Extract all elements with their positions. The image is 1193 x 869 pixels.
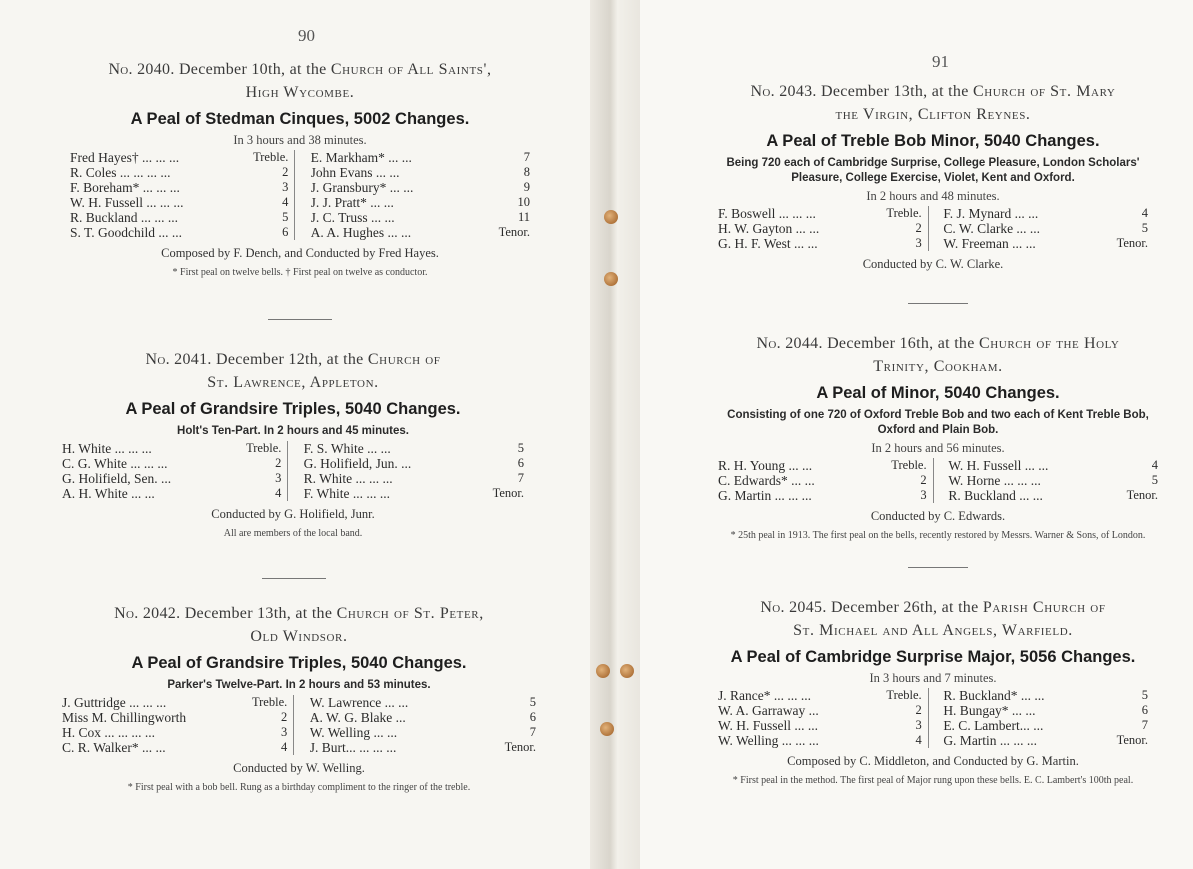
- church-name: Church of St. Peter,: [336, 605, 484, 622]
- ringer-row: [718, 718, 922, 733]
- ringer-name: W. Horne ... ... ...: [948, 473, 1041, 488]
- peal-number: No. 2045.: [760, 599, 827, 616]
- ringer-row: [943, 688, 1148, 703]
- ringer-row: [948, 488, 1158, 503]
- staple-hole: [620, 664, 634, 678]
- peal-entry: [62, 348, 524, 540]
- ringer-row: [948, 473, 1158, 488]
- ringer-column: [937, 688, 1148, 748]
- church-place: the Virgin, Clifton Reynes.: [835, 106, 1031, 123]
- ringer-name: R. H. Young ... ...: [718, 458, 813, 473]
- ringer-row: [62, 740, 287, 755]
- ringer-name: J. Guttridge ... ... ...: [62, 695, 167, 710]
- ringer-name: H. Cox ... ... ... ...: [62, 725, 156, 740]
- peal-number: No. 2041.: [145, 351, 212, 368]
- bell-number: 7: [1141, 718, 1148, 732]
- page-number: 90: [298, 26, 315, 45]
- ringer-row: [62, 695, 287, 710]
- ringer-name: C. Edwards* ... ...: [718, 473, 815, 488]
- ringer-name: W. A. Garraway ...: [718, 703, 819, 718]
- bell-number: 3: [282, 180, 289, 194]
- peal-number: No. 2042.: [114, 605, 181, 622]
- ringer-name: R. Buckland ... ...: [948, 488, 1043, 503]
- ringer-column: [718, 688, 929, 748]
- ringer-row: [311, 180, 530, 195]
- bell-number: 11: [517, 210, 530, 224]
- ringer-name: C. G. White ... ... ...: [62, 456, 168, 471]
- ringer-row: [311, 150, 530, 165]
- bell-number: 5: [282, 210, 289, 224]
- ringer-name: E. Markham* ... ...: [310, 150, 412, 165]
- ringer-row: [718, 236, 922, 251]
- ringer-row: [62, 456, 281, 471]
- peal-title: A Peal of Grandsire Triples, 5040 Changes.: [125, 400, 461, 418]
- bell-number: 7: [517, 471, 524, 485]
- peal-heading: [70, 58, 530, 81]
- ringer-row: [311, 210, 530, 225]
- peal-title: A Peal of Minor, 5040 Changes.: [816, 384, 1060, 402]
- ringer-name: J. C. Truss ... ...: [310, 210, 395, 225]
- bell-number: 2: [915, 221, 922, 235]
- bell-number: Treble.: [251, 695, 288, 709]
- ringer-name: G. Holifield, Sen. ...: [62, 471, 172, 486]
- peal-duration: In 3 hours and 7 minutes.: [869, 671, 997, 685]
- ringer-row: [310, 710, 536, 725]
- ringer-name: R. White ... ... ...: [303, 471, 393, 486]
- peal-heading: [62, 348, 524, 371]
- bell-number: 4: [275, 486, 282, 500]
- bell-number: 5: [517, 441, 524, 455]
- peal-heading: [718, 332, 1158, 355]
- church-name: Church of the Holy: [978, 335, 1120, 352]
- church-place: Trinity, Cookham.: [873, 358, 1003, 375]
- book-gutter: [590, 0, 640, 869]
- ringer-column: [62, 695, 294, 755]
- bell-number: 6: [282, 225, 289, 239]
- bell-number: Tenor.: [1126, 488, 1158, 502]
- bell-number: 3: [281, 725, 288, 739]
- ringer-row: [311, 195, 530, 210]
- conductor-line: Conducted by C. Edwards.: [870, 509, 1006, 523]
- ringer-name: C. R. Walker* ... ...: [62, 740, 166, 755]
- ringer-row: [62, 441, 281, 456]
- ringer-row: [943, 703, 1148, 718]
- church-place: High Wycombe.: [245, 84, 355, 101]
- peal-duration: In 3 hours and 38 minutes.: [233, 133, 367, 147]
- bell-number: 5: [1141, 221, 1148, 235]
- bell-number: 7: [529, 725, 536, 739]
- ringer-row: [70, 180, 288, 195]
- ringer-name: John Evans ... ...: [310, 165, 400, 180]
- ringer-name: J. Burt... ... ... ...: [309, 740, 397, 755]
- peal-method-note: Being 720 each of Cambridge Surprise, College Pleasure, London Scholars' Pleasure, College Exercise, Violet, Kent and Oxford.: [726, 157, 1140, 184]
- ringer-name: Miss M. Chillingworth: [62, 710, 187, 725]
- bell-number: Tenor.: [1116, 236, 1148, 250]
- bell-number: 3: [915, 236, 922, 250]
- bell-number: Treble.: [891, 458, 927, 472]
- church-place: St. Michael and All Angels, Warfield.: [793, 622, 1073, 639]
- peal-title: A Peal of Cambridge Surprise Major, 5056 Changes.: [730, 648, 1136, 666]
- peal-duration: In 2 hours and 48 minutes.: [866, 189, 1000, 203]
- bell-number: 6: [517, 456, 524, 470]
- peal-heading: [718, 596, 1148, 619]
- right-page: [640, 0, 1193, 869]
- ringer-column: [942, 458, 1158, 503]
- ringer-row: [718, 488, 927, 503]
- ringer-name: E. C. Lambert... ...: [943, 718, 1044, 733]
- ringers-table: [718, 206, 1148, 251]
- ringer-column: [298, 441, 524, 501]
- bell-number: 4: [282, 195, 289, 209]
- bell-number: 7: [523, 150, 530, 164]
- bell-number: 5: [529, 695, 536, 709]
- bell-number: 8: [523, 165, 530, 179]
- ringer-row: [70, 150, 288, 165]
- bell-number: Treble.: [886, 688, 922, 702]
- church-name: Church of St. Mary: [972, 83, 1116, 100]
- peal-method-note: Holt's Ten-Part. In 2 hours and 45 minutes.: [177, 425, 409, 437]
- ringers-table: [62, 441, 524, 501]
- ringer-name: H. Bungay* ... ...: [943, 703, 1036, 718]
- bell-number: 2: [282, 165, 289, 179]
- bell-number: Tenor.: [1116, 733, 1148, 747]
- ringer-name: J. Gransbury* ... ...: [310, 180, 414, 195]
- peal-entry: [718, 596, 1148, 787]
- ringer-row: [70, 165, 288, 180]
- ringers-table: [70, 150, 530, 240]
- ringer-name: R. Buckland* ... ...: [943, 688, 1045, 703]
- peal-number: No. 2040.: [108, 61, 175, 78]
- bell-number: 4: [915, 733, 922, 747]
- ringer-row: [943, 733, 1148, 748]
- ringer-row: [304, 456, 524, 471]
- footnote: All are members of the local band.: [223, 528, 363, 539]
- ringer-row: [62, 725, 287, 740]
- bell-number: 4: [1151, 458, 1158, 472]
- bell-number: 4: [281, 740, 288, 754]
- ringer-name: R. Coles ... ... ... ...: [70, 165, 171, 180]
- ringer-name: A. W. G. Blake ...: [309, 710, 406, 725]
- peal-title: A Peal of Grandsire Triples, 5040 Changes.: [131, 654, 467, 672]
- footnote: * 25th peal in 1913. The first peal on the bells, recently restored by Messrs. Warner & Sons, of London.: [730, 530, 1146, 541]
- ringer-row: [718, 221, 922, 236]
- separator: [262, 578, 326, 579]
- ringer-name: W. Welling ... ...: [309, 725, 398, 740]
- peal-entry: [718, 332, 1158, 542]
- ringer-name: H. W. Gayton ... ...: [718, 221, 820, 236]
- ringer-name: W. H. Fussell ... ... ...: [70, 195, 184, 210]
- ringer-row: [310, 695, 536, 710]
- ringer-name: C. W. Clarke ... ...: [943, 221, 1041, 236]
- peal-date: December 13th, at the: [821, 83, 969, 100]
- bell-number: Tenor.: [498, 225, 530, 239]
- conductor-line: Conducted by W. Welling.: [233, 761, 365, 775]
- ringer-row: [718, 733, 922, 748]
- ringer-name: W. Lawrence ... ...: [309, 695, 409, 710]
- peal-number: No. 2044.: [756, 335, 823, 352]
- peal-duration: In 2 hours and 56 minutes.: [871, 441, 1005, 455]
- peal-entry: [70, 58, 530, 279]
- ringer-row: [718, 473, 927, 488]
- ringer-row: [718, 206, 922, 221]
- church-name: Parish Church of: [982, 599, 1106, 616]
- footnote: * First peal in the method. The first peal of Major rung upon these bells. E. C. Lambert's 100th peal.: [732, 775, 1134, 786]
- church-name: Church of All Saints',: [330, 61, 492, 78]
- peal-date: December 13th, at the: [184, 605, 333, 622]
- separator: [908, 567, 968, 568]
- ringer-row: [948, 458, 1158, 473]
- staple-hole: [596, 664, 610, 678]
- bell-number: 3: [275, 471, 282, 485]
- ringer-row: [943, 221, 1148, 236]
- peal-entry: [718, 80, 1148, 272]
- ringer-name: W. H. Fussell ... ...: [948, 458, 1049, 473]
- ringer-row: [943, 718, 1148, 733]
- ringer-column: [305, 150, 530, 240]
- ringer-row: [943, 236, 1148, 251]
- staple-hole: [600, 722, 614, 736]
- ringer-name: G. Martin ... ... ...: [943, 733, 1038, 748]
- bell-number: 6: [529, 710, 536, 724]
- bell-number: 2: [275, 456, 282, 470]
- ringer-row: [718, 458, 927, 473]
- ringer-name: F. J. Mynard ... ...: [943, 206, 1039, 221]
- bell-number: Treble.: [886, 206, 922, 220]
- footnote: * First peal with a bob bell. Rung as a birthday compliment to the ringer of the treble.: [127, 782, 471, 793]
- ringer-row: [310, 740, 536, 755]
- ringer-name: W. Welling ... ... ...: [718, 733, 819, 748]
- separator: [268, 319, 332, 320]
- ringer-name: F. Boswell ... ... ...: [718, 206, 816, 221]
- church-place: St. Lawrence, Appleton.: [207, 374, 379, 391]
- peal-number: No. 2043.: [750, 83, 817, 100]
- bell-number: Tenor.: [492, 486, 524, 500]
- ringer-column: [718, 206, 929, 251]
- bell-number: 9: [523, 180, 530, 194]
- ringer-row: [310, 725, 536, 740]
- peal-title: A Peal of Treble Bob Minor, 5040 Changes.: [766, 132, 1100, 150]
- bell-number: 6: [1141, 703, 1148, 717]
- ringers-table: [62, 695, 536, 755]
- peal-entry: [62, 602, 536, 794]
- peal-date: December 26th, at the: [830, 599, 979, 616]
- bell-number: 4: [1141, 206, 1148, 220]
- ringer-name: A. H. White ... ...: [62, 486, 155, 501]
- ringer-row: [304, 471, 524, 486]
- bell-number: 3: [915, 718, 922, 732]
- conductor-line: Composed by C. Middleton, and Conducted by G. Martin.: [787, 754, 1079, 768]
- church-place: Old Windsor.: [250, 628, 348, 645]
- peal-date: December 12th, at the: [215, 351, 364, 368]
- peal-title: A Peal of Stedman Cinques, 5002 Changes.: [130, 110, 470, 128]
- ringers-table: [718, 688, 1148, 748]
- bell-number: 5: [1141, 688, 1148, 702]
- bell-number: 2: [281, 710, 288, 724]
- ringer-name: J. Rance* ... ... ...: [718, 688, 811, 703]
- bell-number: 2: [920, 473, 927, 487]
- ringer-name: W. H. Fussell ... ...: [718, 718, 819, 733]
- ringer-row: [62, 710, 287, 725]
- bell-number: 3: [920, 488, 927, 502]
- ringer-name: F. Boreham* ... ... ...: [70, 180, 180, 195]
- ringer-name: F. S. White ... ...: [303, 441, 391, 456]
- ringer-column: [937, 206, 1148, 251]
- peal-heading: [62, 602, 536, 625]
- ringer-row: [311, 165, 530, 180]
- left-page: [0, 0, 590, 869]
- ringer-column: [70, 150, 295, 240]
- ringer-row: [62, 471, 281, 486]
- ringer-name: J. J. Pratt* ... ...: [310, 195, 394, 210]
- ringer-name: S. T. Goodchild ... ...: [70, 225, 183, 240]
- ringer-row: [62, 486, 281, 501]
- ringer-column: [304, 695, 536, 755]
- peal-date: December 10th, at the: [178, 61, 327, 78]
- ringer-name: R. Buckland ... ... ...: [70, 210, 178, 225]
- bell-number: 2: [915, 703, 922, 717]
- bell-number: Treble.: [246, 441, 282, 455]
- ringer-row: [311, 225, 530, 240]
- bell-number: Tenor.: [504, 740, 536, 754]
- ringer-row: [943, 206, 1148, 221]
- ringer-row: [304, 441, 524, 456]
- footnote: * First peal on twelve bells. † First peal on twelve as conductor.: [172, 267, 428, 278]
- ringer-name: F. White ... ... ...: [303, 486, 391, 501]
- ringer-row: [70, 210, 288, 225]
- peal-method-note: Parker's Twelve-Part. In 2 hours and 53 minutes.: [167, 679, 431, 691]
- page-number: 91: [932, 52, 949, 71]
- conductor-line: Conducted by C. W. Clarke.: [862, 257, 1004, 271]
- bell-number: Treble.: [253, 150, 289, 164]
- staple-hole: [604, 210, 618, 224]
- peal-date: December 16th, at the: [827, 335, 975, 352]
- church-name: Church of: [367, 351, 441, 368]
- peal-method-note: Consisting of one 720 of Oxford Treble Bob and two each of Kent Treble Bob, Oxford and Plain Bob.: [727, 409, 1149, 436]
- ringer-name: G. Martin ... ... ...: [718, 488, 812, 503]
- bell-number: 10: [517, 195, 530, 209]
- peal-heading: [718, 80, 1148, 103]
- ringer-row: [70, 225, 288, 240]
- ringers-table: [718, 458, 1158, 503]
- ringer-name: G. H. F. West ... ...: [718, 236, 818, 251]
- separator: [908, 303, 968, 304]
- ringer-column: [62, 441, 288, 501]
- ringer-name: G. Holifield, Jun. ...: [303, 456, 412, 471]
- ringer-name: W. Freeman ... ...: [943, 236, 1036, 251]
- ringer-name: A. A. Hughes ... ...: [310, 225, 412, 240]
- ringer-name: H. White ... ... ...: [62, 441, 152, 456]
- conductor-line: Composed by F. Dench, and Conducted by Fred Hayes.: [161, 246, 439, 260]
- ringer-row: [304, 486, 524, 501]
- ringer-column: [718, 458, 934, 503]
- ringer-row: [70, 195, 288, 210]
- conductor-line: Conducted by G. Holifield, Junr.: [211, 507, 375, 521]
- staple-hole: [604, 272, 618, 286]
- ringer-row: [718, 703, 922, 718]
- ringer-row: [718, 688, 922, 703]
- ringer-name: Fred Hayes† ... ... ...: [70, 150, 180, 165]
- bell-number: 5: [1151, 473, 1158, 487]
